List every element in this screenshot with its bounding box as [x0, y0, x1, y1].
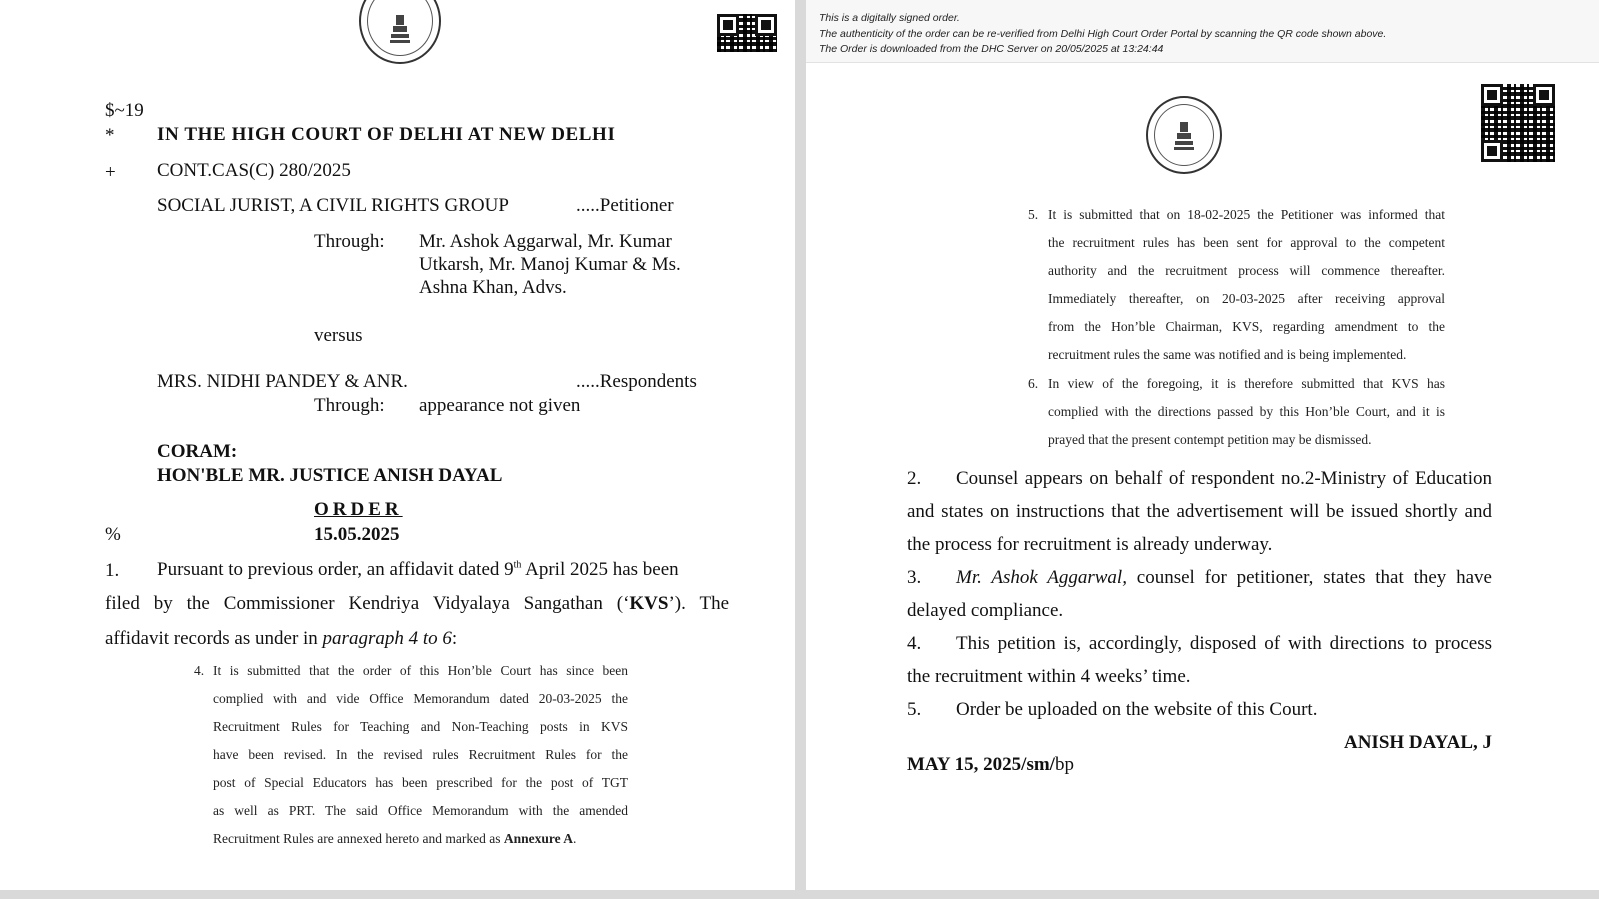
court-emblem-right: [1146, 96, 1222, 174]
versus: versus: [314, 325, 363, 346]
quote-6-line: complied with the directions passed by this Hon’ble Court, and it is: [1048, 404, 1445, 419]
quote-5-line: Immediately thereafter, on 20-03-2025 after receiving approval: [1048, 291, 1445, 306]
para-2-line: the process for recruitment is already underway.: [907, 534, 1273, 555]
quote-4-line: Recruitment Rules for Teaching and Non-Teaching posts in KVS: [213, 719, 628, 734]
para-1-number: 1.: [105, 560, 120, 581]
quote-6-number: 6.: [1028, 376, 1039, 391]
quote-5-line: recruitment rules the same was notified and is being implemented.: [1048, 347, 1407, 362]
percent-marker: %: [105, 524, 121, 545]
quote-5-line: It is submitted that on 18-02-2025 the Petitioner was informed that: [1048, 207, 1445, 222]
quote-4-number: 4.: [194, 663, 205, 678]
quote-5-number: 5.: [1028, 207, 1039, 222]
para-1-line-2: filed by the Commissioner Kendriya Vidyalaya Sangathan (‘KVS’). The: [105, 593, 730, 614]
left-page: [0, 0, 795, 890]
quote-4-last-line: Recruitment Rules are annexed hereto and marked as Annexure A.: [213, 831, 577, 846]
para-3-line-1: Mr. Ashok Aggarwal, counsel for petitioner, states that they have: [956, 567, 1492, 588]
quote-4-line: It is submitted that the order of this Hon’ble Court has since been: [213, 663, 628, 678]
para-1-line-1: Pursuant to previous order, an affidavit dated 9th April 2025 has been: [157, 559, 679, 580]
court-title: IN THE HIGH COURT OF DELHI AT NEW DELHI: [157, 124, 616, 145]
para-2-line: and states on instructions that the advertisement will be issued shortly and: [907, 501, 1492, 522]
through-label: Through:: [314, 231, 385, 252]
petitioner-counsel-line: Utkarsh, Mr. Manoj Kumar & Ms.: [419, 254, 681, 275]
para-5-number: 5.: [907, 699, 922, 720]
order-date: 15.05.2025: [314, 524, 400, 545]
quote-4-line: have been revised. In the revised rules Recruitment Rules for the: [213, 747, 628, 762]
para-2-number: 2.: [907, 468, 922, 489]
petitioner-counsel-line: Ashna Khan, Advs.: [419, 277, 567, 298]
petitioner-name: SOCIAL JURIST, A CIVIL RIGHTS GROUP: [157, 195, 509, 216]
through-label: Through:: [314, 395, 385, 416]
notice-line: The authenticity of the order can be re-verified from Delhi High Court Order Portal by scanning the QR code shown above.: [819, 28, 1387, 40]
para-2-line: Counsel appears on behalf of respondent no.2-Ministry of Education: [956, 468, 1492, 489]
para-3-line-2: delayed compliance.: [907, 600, 1064, 621]
para-3-number: 3.: [907, 567, 922, 588]
star-marker: *: [105, 125, 115, 146]
quote-5-line: from the Hon’ble Chairman, KVS, regarding amendment to the: [1048, 319, 1445, 334]
para-4-line: the recruitment within 4 weeks’ time.: [907, 666, 1191, 687]
case-number: CONT.CAS(C) 280/2025: [157, 160, 351, 181]
qr-code-left: [717, 14, 777, 52]
judge-signature: ANISH DAYAL, J: [1343, 732, 1492, 753]
quote-5-line: the recruitment rules has been sent for approval to the competent: [1048, 235, 1445, 250]
quote-4-line: post of Special Educators has been prescribed for the post of TGT: [213, 775, 628, 790]
quote-6-line: prayed that the present contempt petition may be dismissed.: [1048, 432, 1372, 447]
plus-marker: +: [105, 162, 116, 183]
order-heading: ORDER: [314, 499, 403, 520]
court-emblem-left: [359, 0, 441, 64]
quote-6-line: In view of the foregoing, it is therefore submitted that KVS has: [1048, 376, 1445, 391]
coram-label: CORAM:: [157, 441, 238, 462]
para-1-line-3: affidavit records as under in paragraph 4 to 6:: [105, 628, 458, 649]
right-page: [806, 0, 1599, 890]
judge-name: HON'BLE MR. JUSTICE ANISH DAYAL: [157, 465, 503, 486]
respondent-name: MRS. NIDHI PANDEY & ANR.: [157, 371, 408, 392]
qr-code-right: [1481, 84, 1555, 162]
quote-4-line: as well as PRT. The said Office Memorandum with the amended: [213, 803, 628, 818]
notice-line: The Order is downloaded from the DHC Server on 20/05/2025 at 13:24:44: [819, 43, 1164, 55]
quote-5-line: authority and the recruitment process will commence thereafter.: [1048, 263, 1445, 278]
respondent-role: .....Respondents: [576, 371, 697, 392]
notice-line: This is a digitally signed order.: [819, 12, 960, 24]
petitioner-role: .....Petitioner: [576, 195, 674, 216]
case-marker: $~19: [105, 100, 144, 121]
petitioner-counsel-line: Mr. Ashok Aggarwal, Mr. Kumar: [419, 231, 672, 252]
para-4-line: This petition is, accordingly, disposed of with directions to process: [956, 633, 1492, 654]
quote-4-line: complied with and vide Office Memorandum dated 20-03-2025 the: [213, 691, 628, 706]
para-5-text: Order be uploaded on the website of this Court.: [956, 699, 1318, 720]
respondent-counsel: appearance not given: [419, 395, 581, 416]
para-4-number: 4.: [907, 633, 922, 654]
order-footer-date: MAY 15, 2025/sm/bp: [907, 754, 1074, 775]
